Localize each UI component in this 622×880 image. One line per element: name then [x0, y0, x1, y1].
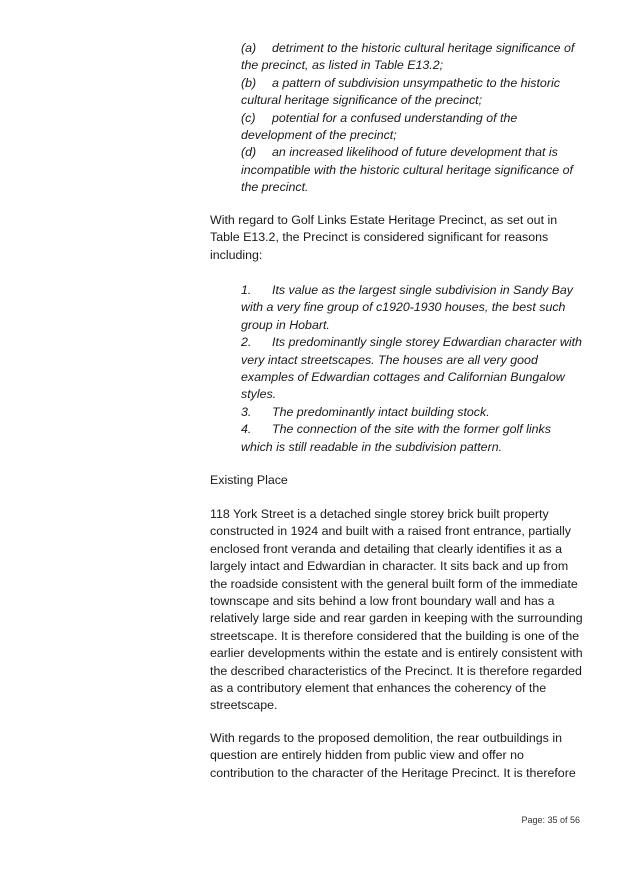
list-text: detriment to the historic cultural heritage significance of the precinct, as listed in Table E13.2; [241, 41, 575, 73]
existing-place-paragraph: 118 York Street is a detached single storey brick built property constructed in 1924 and built with a raised front entrance, partially enclosed front veranda and detailing that clearly identifies it as a largely intact and Edwardian in character. It sits back and up from the roadside consistent with the general built form of the immediate townscape and sits behind a low front boundary wall and has a relatively large side and rear garden in keeping with the surrounding streetscape. It is therefore considered that the building is one of the earlier developments within the estate and is entirely consistent with the described characteristics of the Precinct. It is therefore regarded as a contributory element that enhances the coherency of the streetscape. [210, 507, 583, 713]
section-heading: Existing Place [210, 473, 288, 487]
list-marker: (d) [241, 145, 257, 160]
list-item [241, 334, 586, 404]
list-marker: (b) [241, 75, 257, 90]
demolition-paragraph: With regards to the proposed demolition, the rear outbuildings in question are entirely hidden from public view and offer no contribution to the character of the Heritage Precinct. It is therefore [210, 731, 576, 780]
list-text: potential for a confused understanding of the development of the precinct; [241, 110, 518, 143]
list-text: The predominantly intact building stock. [272, 404, 490, 419]
reasons-list [241, 282, 586, 456]
list-text: a pattern of subdivision unsympathetic to the historic cultural heritage significance of the precinct; [241, 75, 560, 108]
list-item [241, 40, 586, 75]
page-number: Page: 35 of 56 [521, 815, 580, 825]
list-item [241, 421, 586, 456]
list-marker: 4. [241, 422, 252, 437]
list-marker: (a) [241, 41, 257, 55]
list-item [241, 75, 586, 110]
list-marker: 1. [241, 283, 252, 297]
list-item [241, 404, 586, 421]
list-text: The connection of the site with the former golf links which is still readable in the subdivision pattern. [241, 422, 551, 454]
criteria-list [241, 40, 586, 197]
list-item [241, 144, 586, 196]
list-marker: 3. [241, 404, 252, 419]
list-text: an increased likelihood of future development that is incompatible with the historic cultural heritage significance of the precinct. [241, 145, 573, 195]
intro-paragraph: With regard to Golf Links Estate Heritage Precinct, as set out in Table E13.2, the Precinct is considered significant for reasons including: [210, 213, 558, 262]
list-text: Its predominantly single storey Edwardian character with very intact streetscapes. The houses are all very good examples of Edwardian cottages and Californian Bungalow styles. [241, 335, 582, 402]
list-item [241, 110, 586, 145]
list-text: Its value as the largest single subdivision in Sandy Bay with a very fine group of c1920-1930 houses, the best such group in Hobart. [241, 283, 573, 332]
list-item [241, 282, 586, 334]
list-marker: (c) [241, 110, 256, 125]
list-marker: 2. [241, 335, 252, 350]
